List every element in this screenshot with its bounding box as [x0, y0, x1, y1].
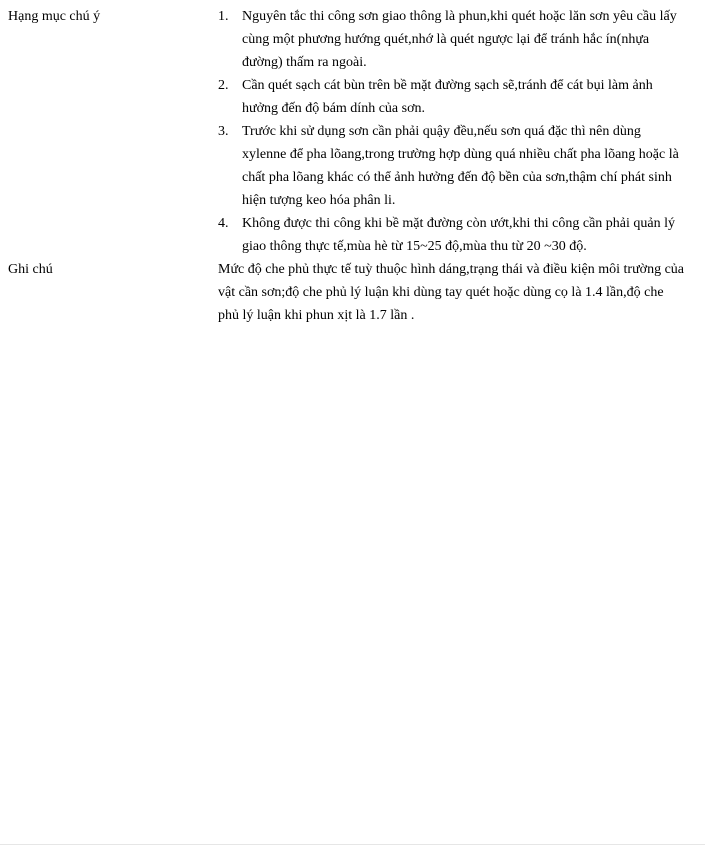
remark-text: Mức độ che phủ thực tế tuỳ thuộc hình dáng,trạng thái và điều kiện môi trường của vật cần sơn;độ che phủ lý luận khi dùng tay quét hoặc dùng cọ là 1.4 lần,độ che phủ lý luận khi phun xịt là 1.7 lần . — [218, 262, 684, 323]
note-item-1: Nguyên tắc thi công sơn giao thông là phun,khi quét hoặc lăn sơn yêu cầu lấy cùng một phương hướng quét,nhớ là quét ngược lại để tránh hắc ín(nhựa đường) thấm ra ngoài. — [242, 9, 677, 70]
notes-row — [0, 0, 705, 258]
notes-label: Hạng mục chú ý — [8, 9, 101, 24]
notes-list — [218, 5, 685, 258]
remark-row — [0, 258, 705, 327]
notes-content — [218, 0, 705, 258]
note-item-2: Cần quét sạch cát bùn trên bề mặt đường sạch sẽ,tránh để cát bụi làm ảnh hưởng đến độ bám dính của sơn. — [242, 78, 653, 116]
remark-label: Ghi chú — [8, 262, 53, 277]
spec-table — [0, 0, 705, 327]
note-item-4: Không được thi công khi bề mặt đường còn ướt,khi thi công cần phải quản lý giao thông thực tế,mùa hè từ 15~25 độ,mùa thu từ 20 ~30 độ. — [242, 216, 676, 254]
page-bottom-divider — [0, 844, 705, 845]
note-item-3: Trước khi sử dụng sơn cần phải quậy đều,nếu sơn quá đặc thì nên dùng xylenne để pha lõang,trong trường hợp dùng quá nhiều chất pha lõang hoặc là chất pha lõang khác có thể ảnh hưởng đến độ bền của sơn,thậm chí phát sinh hiện tượng keo hóa phân li. — [242, 124, 679, 208]
